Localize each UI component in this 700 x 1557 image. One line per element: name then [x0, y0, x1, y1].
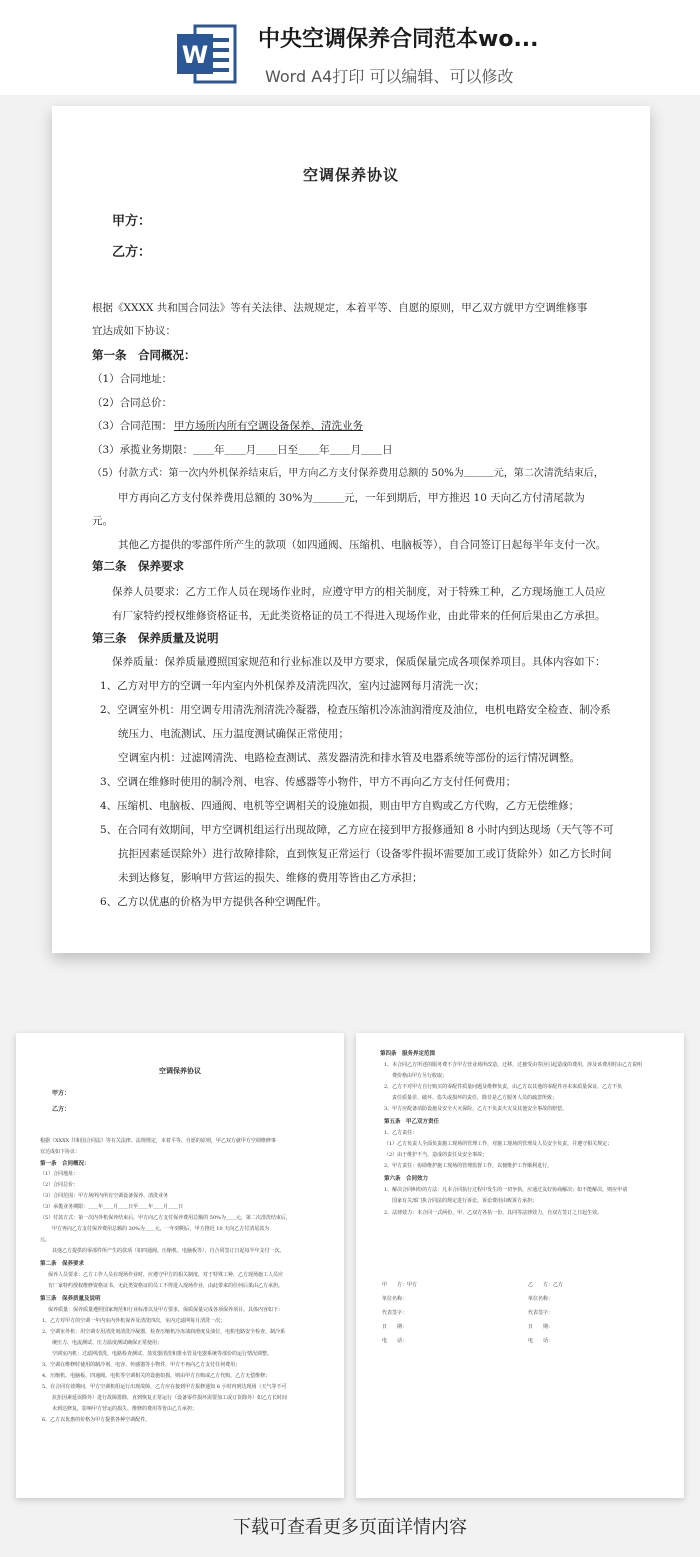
sign-left-party: 甲 方：甲方 — [382, 1282, 418, 1288]
thumb-line: 保养人员要求：乙方工作人员在现场作业时，应遵守甲方的相关制度，对于特殊工种，乙方现场施工人员应 — [48, 1272, 284, 1278]
thumb-line: 国家有关部门执合同法的规定进行诉讼，诉讼费用由败诉方承担； — [392, 1198, 538, 1204]
thumbnail-page-2[interactable] — [356, 1033, 684, 1498]
thumb-line: 保养质量：保养质量遵照国家规范和行业标准以及甲方要求，保质保量完成各项保养项目。具体内容如下： — [48, 1307, 284, 1313]
doc-line: 甲方再向乙方支付保养费用总额的 30%为＿＿＿元，一年到期后，甲方推迟 10 天向乙方付清尾款为 — [118, 492, 585, 504]
download-more-link[interactable]: 下载可查看更多页面详情内容 — [233, 1517, 467, 1538]
thumb-line: 其他乙方提供的零部件所产生的款项（如四通阀、压缩机、电脑板等），自合同签订日起每半年支付一次。 — [52, 1248, 285, 1254]
sign-right-date: 日 期： — [528, 1324, 554, 1330]
doc-line: （3）合同范围： — [92, 420, 173, 432]
thumb-line: 1、解决合同纠纷的方法：凡本合同执行过程中发生的一切争执，应通过友好协商解决；如不能解决，则应申请 — [384, 1187, 628, 1193]
doc-line: 宜达成如下协议： — [92, 325, 176, 337]
thumb-line: 1、乙方责任： — [384, 1130, 418, 1136]
doc-line: 根据《XXXX 共和国合同法》等有关法律、法规规定，本着平等、自愿的原则，甲乙双方就甲方空调维修事 — [92, 302, 588, 314]
thumb-line: 第一条 合同概况： — [40, 1161, 90, 1167]
thumb-party-b: 乙方： — [52, 1106, 71, 1113]
document-page-preview — [52, 106, 650, 953]
thumb-line: （3）合同范围：甲方场所内所有空调设备保养、清洗业务 — [40, 1193, 169, 1199]
sign-left-phone: 电 话： — [382, 1338, 408, 1344]
doc-line: 5、在合同有效期间，甲方空调机组运行出现故障，乙方应在接到甲方报修通知 8 小时内到达现场（天气等不可 — [100, 824, 614, 836]
thumb-line: 第五条 甲乙双方责任 — [384, 1119, 440, 1125]
sign-right-unit: 单位名称： — [528, 1296, 554, 1302]
thumb-line: （1）乙方负责人全面负责施工现场的管理工作，对施工现场的管理及人员安全负责，并遵守相关规定； — [384, 1141, 613, 1147]
thumb-line: 费价格由甲方另行收取； — [392, 1073, 448, 1079]
section-heading: 第二条 保养要求 — [92, 559, 184, 573]
thumbnail-page-1[interactable] — [16, 1033, 344, 1498]
thumb-line: 根据《XXXX 共和国合同法》等有关法律、法规规定，本着平等、自愿的原则，甲乙双方就甲方空调维修事 — [40, 1138, 276, 1144]
header-banner — [0, 0, 700, 95]
thumb-line: 2、乙方不对甲方自行购买的零配件质量问题及维修负责，由乙方以其他的零配件亦未来质量保证，乙方不负 — [384, 1084, 623, 1090]
doc-line: 抗拒因素延误除外）进行故障排除，直到恢复正常运行（设备零件损坏需要加工或订货除外）如乙方长时间 — [118, 848, 612, 860]
section-heading: 第三条 保养质量及说明 — [92, 631, 219, 645]
doc-line: 有厂家特约授权维修资格证书，无此类资格证的员工不得进入现场作业，由此带来的任何后果由乙方承担。 — [112, 610, 606, 622]
sign-left-rep: 代表签字： — [382, 1310, 408, 1316]
thumb-line: 有厂家特约授权维修资格证书，无此类资格证的员工不得进入现场作业，由此带来的任何后果由乙方承担。 — [48, 1283, 284, 1289]
doc-line: 统压力、电流测试、压力温度测试确保正常使用； — [118, 728, 349, 740]
thumb-line: 抗拒因素延误除外）进行故障排除，直到恢复正常运行（设备零件损坏需要加工或订货除外）如乙方长时间 — [52, 1395, 288, 1401]
page-subtitle: Word A4打印 可以编辑、可以修改 — [265, 67, 514, 86]
doc-line: （1）合同地址： — [92, 373, 173, 385]
doc-line: 空调室内机：过滤网清洗、电路检查测试、蒸发器清洗和排水管及电器系统等部份的运行情况调整。 — [118, 752, 580, 764]
thumb-line: 第二条 保养要求 — [40, 1261, 85, 1267]
thumb-line: 第三条 保养质量及说明 — [40, 1296, 101, 1302]
doc-line: 6、乙方以优惠的价格为甲方提供各种空调配件。 — [100, 896, 328, 908]
thumb-line: 未到达修复，影响甲方营运的损失、维修的费用等皆由乙方承担； — [52, 1406, 198, 1412]
thumb-line: 第四条 服务界定范围 — [380, 1051, 436, 1057]
thumb-line: 甲方再向乙方支付保养费用总额的 30%为＿＿元，一年到期后，甲方推迟 10 天向乙方付清尾款为 — [52, 1226, 270, 1232]
doc-line: 保养质量：保养质量遵照国家规范和行业标准以及甲方要求，保质保量完成各项保养项目。具体内容如下： — [112, 656, 606, 668]
thumb-line: 2、法律效力：本合同一式两份，甲、乙双方各执一份，具同等法律效力，自双方签订之日起生效。 — [384, 1210, 603, 1216]
thumb-line: 宜达成如下协议： — [40, 1149, 81, 1155]
party-b-label: 乙方： — [112, 245, 152, 260]
doc-line: 2、空调室外机：用空调专用清洗剂清洗冷凝器，检查压缩机冷冻油润滑度及油位，电机电路安全检查、制冷系 — [100, 704, 611, 716]
doc-line: 未到达修复，影响甲方营运的损失、维修的费用等皆由乙方承担； — [118, 872, 423, 884]
thumb-line: 2、空调室外机：用空调专用清洗剂清洗冷凝器，检查压缩机冷冻油润滑度及油位，电机电路安全检查、制冷系 — [42, 1329, 286, 1335]
thumb-line: 责任质量差、破坏、盗失或损坏的责任，除非是乙方服务人员的疏忽所致； — [392, 1095, 558, 1101]
doc-line: 保养人员要求：乙方工作人员在现场作业时，应遵守甲方的相关制度，对于特殊工种，乙方现场施工人员应 — [112, 586, 606, 598]
thumb-line: 3、空调在维修时使用的制冷剂、电容、传感器等小物件，甲方不再向乙方支付任何费用； — [42, 1362, 241, 1368]
doc-line: 1、乙方对甲方的空调一年内室内外机保养及清洗四次，室内过滤网每月清洗一次； — [100, 680, 485, 692]
thumb-line: 第六条 合同效力 — [384, 1176, 429, 1182]
doc-line: （2）合同总价： — [92, 397, 173, 409]
thumb-line: 元。 — [40, 1237, 51, 1243]
doc-line: 4、压缩机、电脑板、四通阀、电机等空调相关的设施如损，则由甲方自购或乙方代购，乙方无偿维修； — [100, 800, 580, 812]
sign-right-rep: 代表签字： — [528, 1310, 554, 1316]
section-heading: 第一条 合同概况： — [92, 348, 196, 362]
sign-left-date: 日 期： — [382, 1324, 408, 1330]
doc-line: （3）承揽业务期限：＿＿年＿＿月＿＿日至＿＿年＿＿月＿＿日 — [92, 444, 393, 456]
doc-line: 元。 — [92, 515, 113, 527]
thumb-title: 空调保养协议 — [159, 1066, 201, 1075]
thumb-line: （1）合同地址： — [40, 1171, 79, 1177]
thumb-line: 统压力、电流测试、压力温度测试确保正常使用； — [52, 1340, 163, 1346]
party-a-label: 甲方： — [112, 214, 152, 229]
page-title: 中央空调保养合同范本wo... — [258, 27, 539, 52]
contract-scope-value: 甲方场所内所有空调设备保养、清洗业务 — [174, 420, 363, 432]
thumb-line: 空调室内机：过滤网清洗、电路检查测试、蒸发器清洗和排水管及电器系统等部份的运行情况调整。 — [52, 1351, 273, 1357]
thumb-line: 6、乙方以优惠的价格为甲方提供各种空调配件。 — [42, 1417, 151, 1423]
thumb-party-a: 甲方： — [52, 1090, 71, 1097]
doc-line: 3、空调在维修时使用的制冷剂、电容、传感器等小物件，甲方不再向乙方支付任何费用； — [100, 776, 517, 788]
document-title: 空调保养协议 — [302, 166, 399, 184]
thumb-line: 1、本合同乙方所述的服务费不含甲方营业场所改造、迁移，过被受由等因引起造成的费用，涉及该费用时由乙方说明 — [384, 1062, 643, 1068]
thumb-line: 2、甲方责任：协助维护施工现场的管理监督工作，以便维护工作顺利进行。 — [384, 1163, 553, 1169]
thumb-line: （2）合同总价： — [40, 1182, 79, 1188]
sign-right-party: 乙 方：乙方 — [528, 1282, 564, 1288]
word-document-icon — [175, 22, 239, 86]
sign-right-phone: 电 话： — [528, 1338, 554, 1344]
thumb-line: 4、压缩机、电脑板、四通阀、电机等空调相关的设施如损，则由甲方自购或乙方代购，乙方无偿维修； — [42, 1373, 271, 1379]
thumb-line: 3、甲方应配备消防设施及安全大灭保险，乙方不负责火灾及其他安全事故的赔偿。 — [384, 1106, 568, 1112]
thumb-line: （3）承揽业务期限：＿＿年＿＿月＿＿日至＿＿年＿＿月＿＿日 — [40, 1204, 184, 1210]
sign-left-unit: 单位名称： — [382, 1296, 408, 1302]
thumb-line: （5）付款方式：第一次内外机保养结束后，甲方向乙方支付保养费用总额的 50%为＿＿元，第二次清洗结束后， — [40, 1215, 291, 1221]
thumb-line: 5、在合同有效期间，甲方空调机组运行出现故障，乙方应在接到甲方报修通知 8 小时内到达现场（天气等不可 — [42, 1384, 287, 1390]
doc-line: 其他乙方提供的零部件所产生的款项（如四通阀、压缩机、电脑板等），自合同签订日起每半年支付一次。 — [118, 539, 607, 551]
thumb-line: 1、乙方对甲方的空调一年内室内外机保养及清洗四次，室内过滤网每月清洗一次； — [42, 1318, 226, 1324]
doc-line: （5）付款方式：第一次内外机保养结束后，甲方向乙方支付保养费用总额的 50%为＿＿＿元，第二次清洗结束后， — [92, 468, 604, 479]
word-icon-letter: W — [181, 41, 209, 69]
thumb-line: （2）由于维护不当，造成的责任及安全事故； — [384, 1152, 488, 1158]
